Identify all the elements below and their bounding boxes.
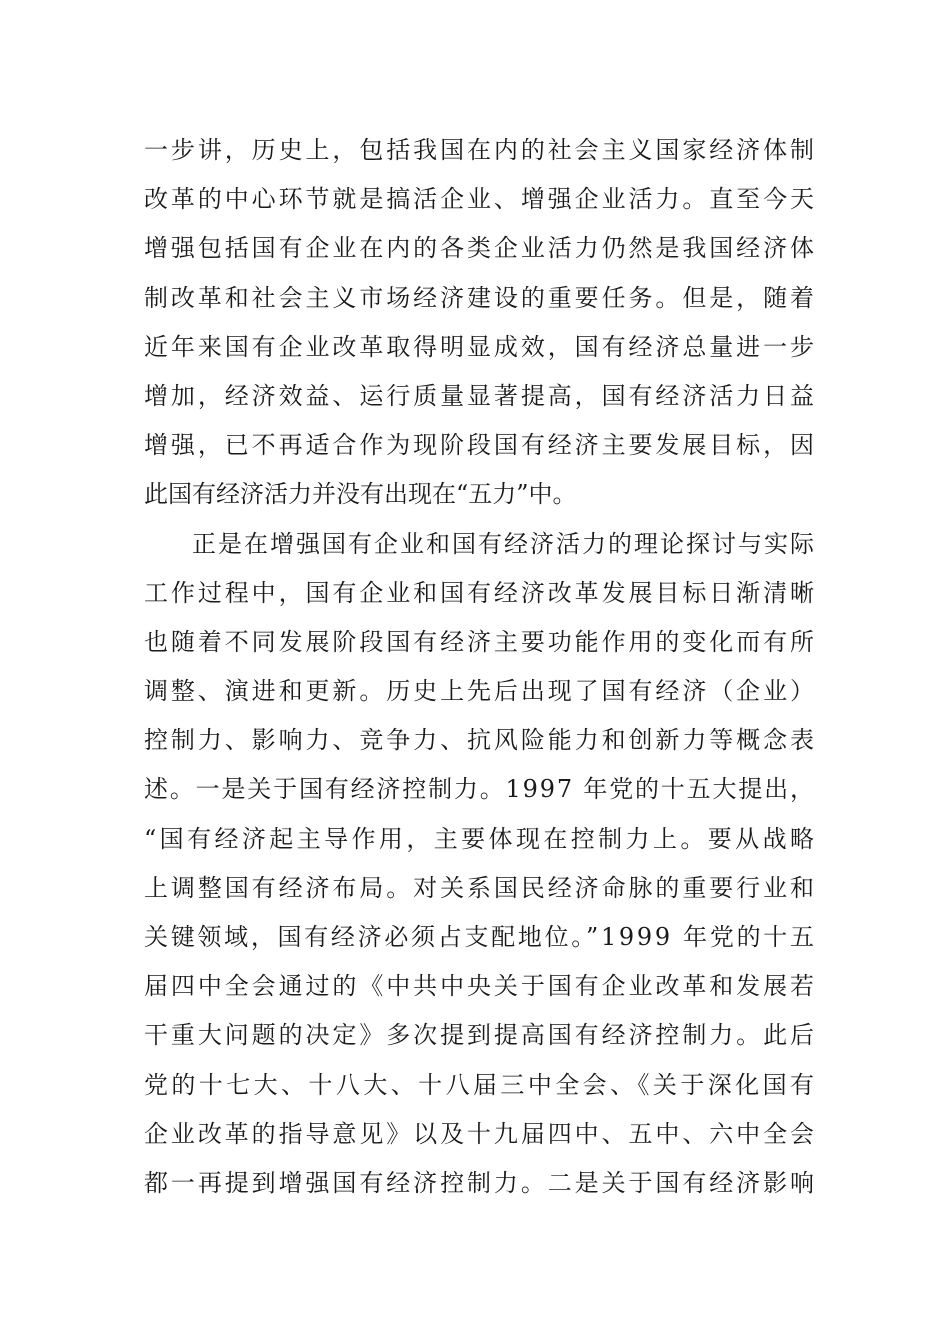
text-line: 增加，经济效益、运行质量显著提高，国有经济活力日益 bbox=[144, 381, 817, 410]
text-line: 工作过程中，国有企业和国有经济改革发展目标日渐清晰 bbox=[144, 578, 817, 607]
text-line: 述。一是关于国有经济控制力。1997 年党的十五大提出， bbox=[144, 775, 816, 804]
text-line: 控制力、影响力、竞争力、抗风险能力和创新力等概念表 bbox=[144, 726, 817, 755]
text-line: 制改革和社会主义市场经济建设的重要任务。但是，随着 bbox=[144, 283, 817, 312]
text-line: 近年来国有企业改革取得明显成效，国有经济总量进一步 bbox=[144, 332, 817, 361]
text-line: 上调整国有经济布局。对关系国民经济命脉的重要行业和 bbox=[144, 873, 817, 902]
body-text bbox=[144, 126, 818, 1208]
text-line: 调整、演进和更新。历史上先后出现了国有经济（企业） bbox=[144, 677, 817, 706]
text-line: “国有经济起主导作用，主要体现在控制力上。要从战略 bbox=[144, 824, 818, 853]
text-line: 此国有经济活力并没有出现在“五力”中。 bbox=[144, 480, 577, 509]
text-line: 增强，已不再适合作为现阶段国有经济主要发展目标，因 bbox=[144, 431, 817, 460]
text-line: 都一再提到增强国有经济控制力。二是关于国有经济影响 bbox=[144, 1168, 817, 1197]
text-line: 党的十七大、十八大、十八届三中全会、《关于深化国有 bbox=[144, 1070, 818, 1099]
text-line: 也随着不同发展阶段国有经济主要功能作用的变化而有所 bbox=[144, 627, 817, 656]
text-line: 改革的中心环节就是搞活企业、增强企业活力。直至今天 bbox=[144, 185, 817, 214]
text-line: 正是在增强国有企业和国有经济活力的理论探讨与实际 bbox=[192, 529, 816, 558]
text-line: 届四中全会通过的《中共中央关于国有企业改革和发展若 bbox=[144, 972, 817, 1001]
text-line: 企业改革的指导意见》以及十九届四中、五中、六中全会 bbox=[144, 1119, 817, 1148]
text-line: 一步讲，历史上，包括我国在内的社会主义国家经济体制 bbox=[144, 136, 817, 164]
text-line: 干重大问题的决定》多次提到提高国有经济控制力。此后 bbox=[144, 1021, 817, 1050]
text-line: 关键领域，国有经济必须占支配地位。”1999 年党的十五 bbox=[144, 923, 817, 951]
text-line: 增强包括国有企业在内的各类企业活力仍然是我国经济体 bbox=[144, 234, 817, 263]
